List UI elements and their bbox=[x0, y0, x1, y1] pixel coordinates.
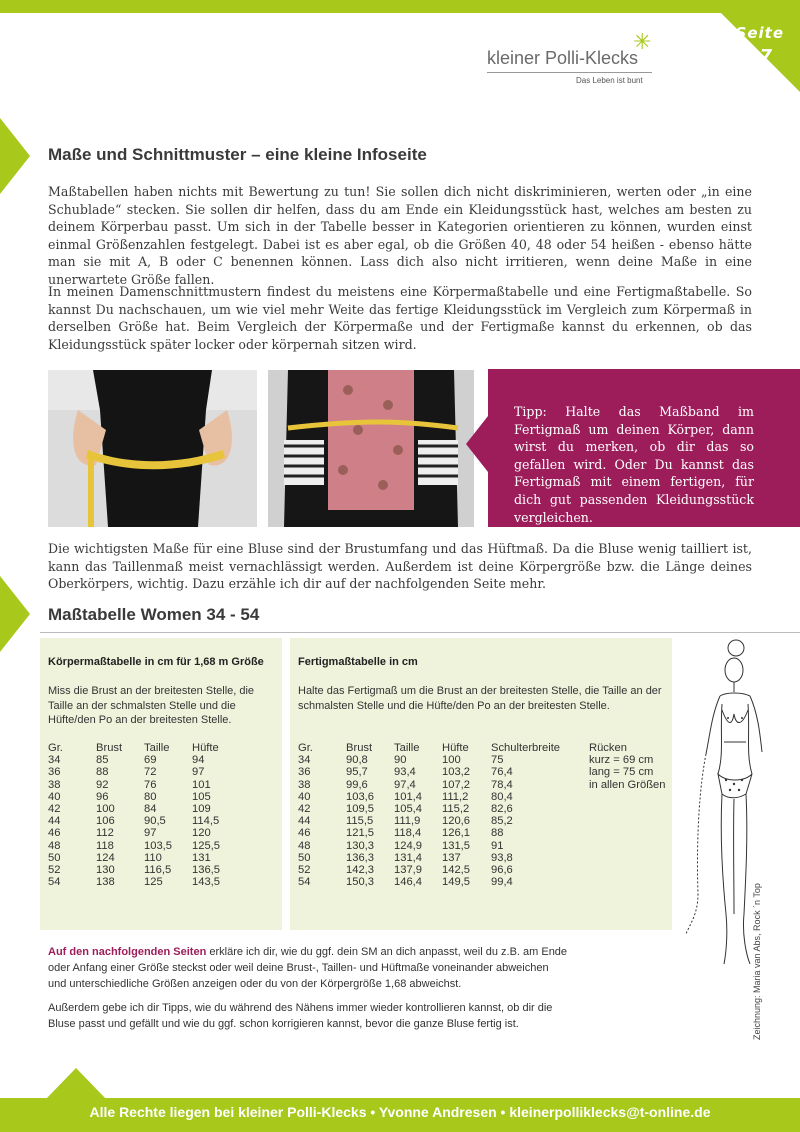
table-cell: 109,5 bbox=[346, 803, 374, 816]
finished-measure-desc: Halte das Fertigmaß um die Brust an der breitesten Stelle, die Taille an der schmalsten Stelle und die Hüfte/den Po an der breitesten Stelle. bbox=[298, 685, 662, 712]
table-cell: 42 bbox=[298, 803, 311, 816]
table-row bbox=[298, 840, 589, 852]
table-cell: 103,2 bbox=[442, 766, 470, 779]
body-measure-desc: Miss die Brust an der breitesten Stelle, die Taille an der schmalsten Stelle und die Hüfte/den Po an der breitesten Stelle. bbox=[48, 685, 255, 726]
section-arrow bbox=[0, 118, 30, 194]
finished-measure-table bbox=[298, 742, 589, 888]
logo-tagline: Das Leben ist bunt bbox=[576, 76, 643, 85]
table-cell: 46 bbox=[298, 827, 311, 840]
table-cell: 118,4 bbox=[394, 827, 422, 840]
back-length-header: Rücken bbox=[589, 742, 627, 754]
table-cell: 46 bbox=[48, 827, 61, 840]
table-cell: 110 bbox=[144, 851, 162, 864]
back-length-block bbox=[589, 742, 666, 791]
table-cell: 142,3 bbox=[346, 864, 374, 877]
table-cell: 38 bbox=[48, 778, 61, 791]
table-cell: 36 bbox=[48, 766, 61, 779]
table-cell: 97,4 bbox=[394, 778, 416, 791]
table-cell: 130 bbox=[96, 864, 115, 877]
table-row bbox=[48, 827, 252, 839]
table-cell: 40 bbox=[298, 790, 311, 803]
table-cell: 91 bbox=[491, 839, 504, 852]
table-cell: 130,3 bbox=[346, 839, 374, 852]
footer-text: Alle Rechte liegen bei kleiner Polli-Klecks • Yvonne Andresen • kleinerpolliklecks@t-online.de bbox=[89, 1104, 711, 1120]
table-cell: 101 bbox=[192, 778, 211, 791]
col-header: Taille bbox=[144, 742, 170, 754]
table-row bbox=[298, 791, 589, 803]
table-row bbox=[48, 876, 252, 888]
table-cell: 93,4 bbox=[394, 766, 416, 779]
table-cell: 114,5 bbox=[192, 815, 220, 828]
title-rule bbox=[40, 632, 800, 633]
col-header: Gr. bbox=[298, 742, 313, 754]
table-row bbox=[298, 864, 589, 876]
table-row bbox=[298, 876, 589, 888]
footer-arrow bbox=[46, 1068, 106, 1099]
logo-divider bbox=[487, 72, 652, 73]
table-row bbox=[298, 754, 589, 766]
table-row bbox=[298, 766, 589, 778]
table-cell: 78,4 bbox=[491, 778, 513, 791]
tips-paragraph: Außerdem gebe ich dir Tipps, wie du während des Nähens immer wieder kontrollieren kannst, ob dir die Bluse passt und gefällt und wie du ggf. schon korrigieren kannst, bevor die ganze Bluse fertig ist. bbox=[48, 1002, 553, 1030]
table-cell: 142,5 bbox=[442, 864, 470, 877]
table-row bbox=[298, 803, 589, 815]
tip-pointer bbox=[466, 416, 488, 472]
table-cell: 36 bbox=[298, 766, 311, 779]
table-cell: 111,9 bbox=[394, 815, 421, 828]
table-cell: 105 bbox=[192, 790, 211, 803]
table-cell: 100 bbox=[96, 803, 115, 816]
table-cell: 115,2 bbox=[442, 803, 470, 816]
table-cell: 97 bbox=[192, 766, 205, 779]
table-cell: 143,5 bbox=[192, 876, 220, 889]
size-table-title: Maßtabelle Women 34 - 54 bbox=[48, 605, 260, 624]
table-cell: 95,7 bbox=[346, 766, 368, 779]
table-cell: 96,6 bbox=[491, 864, 513, 877]
table-row bbox=[48, 815, 252, 827]
logo-star-icon: ✳ bbox=[633, 30, 652, 55]
photo-measuring-waist bbox=[48, 370, 257, 527]
following-pages-highlight: Auf den nachfolgenden Seiten bbox=[48, 946, 207, 958]
table-cell: 88 bbox=[96, 766, 109, 779]
tip-text: Tipp: Halte das Maßband im Fertigmaß um deinen Körper, dann wirst du merken, ob dir das so gefallen wird. Oder Du kannst das Fertigmaß mit einem fertigen, für dich gut passenden Kleidungsstück vergleichen. bbox=[514, 404, 754, 525]
table-cell: 97 bbox=[144, 827, 157, 840]
table-row bbox=[298, 779, 589, 791]
following-pages-text: erkläre ich dir, wie du ggf. dein SM an dich anpasst, weil du z.B. am Ende oder Anfang einer Größe steckst oder weil deine Brust-, Taillen- und Hüftmaße voneinander abweichen und unterschiedliche Größen anzeigen oder du von der Körpergröße 1,68 abweichst. bbox=[48, 946, 568, 990]
col-header: Schulterbreite bbox=[491, 742, 561, 754]
table-cell: 136,5 bbox=[192, 864, 220, 877]
table-cell: 76 bbox=[144, 778, 157, 791]
finished-measure-title: Fertigmaßtabelle in cm bbox=[298, 656, 418, 668]
body-measure-title: Körpermaßtabelle in cm für 1,68 m Größe bbox=[48, 656, 264, 668]
table-cell: 124,9 bbox=[394, 839, 422, 852]
section-title: Maße und Schnittmuster – eine kleine Infoseite bbox=[48, 145, 427, 164]
table-cell: 125 bbox=[144, 876, 163, 889]
back-length-note: in allen Größen bbox=[589, 778, 666, 791]
following-pages-paragraph bbox=[48, 944, 568, 992]
table-cell: 85 bbox=[96, 754, 109, 767]
table-cell: 52 bbox=[298, 864, 311, 877]
table-row bbox=[298, 827, 589, 839]
table-cell: 96 bbox=[96, 790, 109, 803]
table-cell: 136,3 bbox=[346, 851, 374, 864]
table-row bbox=[48, 779, 252, 791]
table-cell: 72 bbox=[144, 766, 157, 779]
table-cell: 44 bbox=[48, 815, 61, 828]
table-cell: 115,5 bbox=[346, 815, 374, 828]
table-cell: 150,3 bbox=[346, 876, 374, 889]
table-cell: 137 bbox=[442, 851, 461, 864]
table-cell: 93,8 bbox=[491, 851, 513, 864]
col-header: Taille bbox=[394, 742, 420, 754]
top-bar bbox=[0, 0, 800, 13]
table-cell: 84 bbox=[144, 803, 157, 816]
table-cell: 85,2 bbox=[491, 815, 513, 828]
table-row bbox=[48, 791, 252, 803]
table-cell: 99,6 bbox=[346, 778, 368, 791]
table-cell: 138 bbox=[96, 876, 115, 889]
table-row bbox=[48, 766, 252, 778]
table-cell: 112 bbox=[96, 827, 114, 840]
table-cell: 34 bbox=[48, 754, 61, 767]
table-cell: 105,4 bbox=[394, 803, 422, 816]
table-cell: 38 bbox=[298, 778, 311, 791]
table-cell: 54 bbox=[298, 876, 311, 889]
table-cell: 44 bbox=[298, 815, 311, 828]
table-row bbox=[48, 864, 252, 876]
table-cell: 90,8 bbox=[346, 754, 368, 767]
back-length-short: kurz = 69 cm bbox=[589, 754, 654, 767]
photo-garment-flat bbox=[268, 370, 474, 527]
col-header: Gr. bbox=[48, 742, 63, 754]
table-cell: 131,4 bbox=[394, 851, 422, 864]
table-cell: 80,4 bbox=[491, 790, 513, 803]
table-row bbox=[298, 815, 589, 827]
table-cell: 75 bbox=[491, 754, 504, 767]
table-cell: 111,2 bbox=[442, 790, 469, 803]
table-cell: 52 bbox=[48, 864, 61, 877]
logo-text: kleiner Polli-Klecks bbox=[487, 48, 639, 68]
col-header: Brust bbox=[96, 742, 123, 754]
table-row bbox=[48, 852, 252, 864]
table-cell: 69 bbox=[144, 754, 157, 767]
table-cell: 125,5 bbox=[192, 839, 220, 852]
body-measure-table bbox=[48, 742, 252, 888]
table-cell: 92 bbox=[96, 778, 109, 791]
table-cell: 50 bbox=[298, 851, 311, 864]
table-cell: 124 bbox=[96, 851, 115, 864]
table-row bbox=[298, 852, 589, 864]
table-cell: 100 bbox=[442, 754, 461, 767]
table-cell: 116,5 bbox=[144, 864, 172, 877]
table-cell: 103,6 bbox=[346, 790, 374, 803]
table-cell: 101,4 bbox=[394, 790, 422, 803]
table-cell: 126,1 bbox=[442, 827, 470, 840]
table-cell: 80 bbox=[144, 790, 157, 803]
table-cell: 118 bbox=[96, 839, 114, 852]
table-row bbox=[48, 754, 252, 766]
table-cell: 42 bbox=[48, 803, 61, 816]
table-cell: 149,5 bbox=[442, 876, 470, 889]
col-header: Hüfte bbox=[442, 742, 469, 754]
col-header: Hüfte bbox=[192, 742, 219, 754]
table-cell: 88 bbox=[491, 827, 504, 840]
table-cell: 76,4 bbox=[491, 766, 513, 779]
table-cell: 107,2 bbox=[442, 778, 470, 791]
table-cell: 34 bbox=[298, 754, 311, 767]
table-cell: 131,5 bbox=[442, 839, 470, 852]
table-row bbox=[48, 803, 252, 815]
table-cell: 48 bbox=[298, 839, 311, 852]
table-cell: 99,4 bbox=[491, 876, 513, 889]
page-number: 7 bbox=[759, 46, 772, 67]
table-row bbox=[48, 840, 252, 852]
table-cell: 50 bbox=[48, 851, 61, 864]
table-cell: 137,9 bbox=[394, 864, 422, 877]
pattern-paragraph: In meinen Damenschnittmustern findest du meistens eine Körpermaßtabelle und eine Fertigmaßtabelle. So kannst Du nachschauen, um wie viel mehr Weite das fertige Kleidungsstück im Vergleich zum Körpermaß in derselben Größe hat. Beim Vergleich der Körpermaße und der Fertigmaße kannst du erkennen, ob das Kleidungsstück später locker oder körpernah sitzen wird. bbox=[48, 284, 752, 352]
back-length-long: lang = 75 cm bbox=[589, 766, 654, 779]
table-cell: 131 bbox=[192, 851, 211, 864]
section-arrow-2 bbox=[0, 576, 30, 652]
important-measures-paragraph: Die wichtigsten Maße für eine Bluse sind der Brustumfang und das Hüftmaß. Da die Bluse wenig tailliert ist, kann das Taillenmaß meist vernachlässigt werden. Außerdem ist deine Körpergröße bzw. die Länge deines Oberkörpers, wichtig. Dazu erzähle ich dir auf der nachfolgenden Seite mehr. bbox=[48, 541, 752, 592]
table-cell: 82,6 bbox=[491, 803, 513, 816]
table-cell: 48 bbox=[48, 839, 61, 852]
col-header: Brust bbox=[346, 742, 373, 754]
table-cell: 109 bbox=[192, 803, 211, 816]
table-cell: 146,4 bbox=[394, 876, 422, 889]
table-cell: 94 bbox=[192, 754, 205, 767]
illustration-credit: Zeichnung: Maria van Abs, Rock ´n Top bbox=[752, 883, 762, 1040]
table-cell: 121,5 bbox=[346, 827, 374, 840]
table-cell: 90,5 bbox=[144, 815, 166, 828]
table-cell: 103,5 bbox=[144, 839, 172, 852]
table-cell: 40 bbox=[48, 790, 61, 803]
page-label: Seite bbox=[735, 24, 784, 42]
table-cell: 106 bbox=[96, 815, 115, 828]
intro-paragraph: Maßtabellen haben nichts mit Bewertung zu tun! Sie sollen dich nicht diskriminieren, werten oder „in eine Schublade“ stecken. Sie sollen dir helfen, dass du am Ende ein Kleidungsstück hast, welches am besten zu deinem Körperbau passt. Um sich in der Tabelle besser in Kategorien orientieren zu können, wurden einst einmal Größenzahlen festgelegt. Dabei ist es aber egal, ob die Größen 40, 48 oder 54 heißen - ebenso hätte man sie mit A, B oder C benennen können. Lass dich also nicht irritieren, wenn deine Maße in eine unerwartete Größe fallen. bbox=[48, 184, 752, 287]
table-cell: 90 bbox=[394, 754, 407, 767]
page-corner-badge bbox=[708, 0, 800, 92]
table-cell: 120 bbox=[192, 827, 211, 840]
table-cell: 54 bbox=[48, 876, 61, 889]
table-cell: 120,6 bbox=[442, 815, 470, 828]
